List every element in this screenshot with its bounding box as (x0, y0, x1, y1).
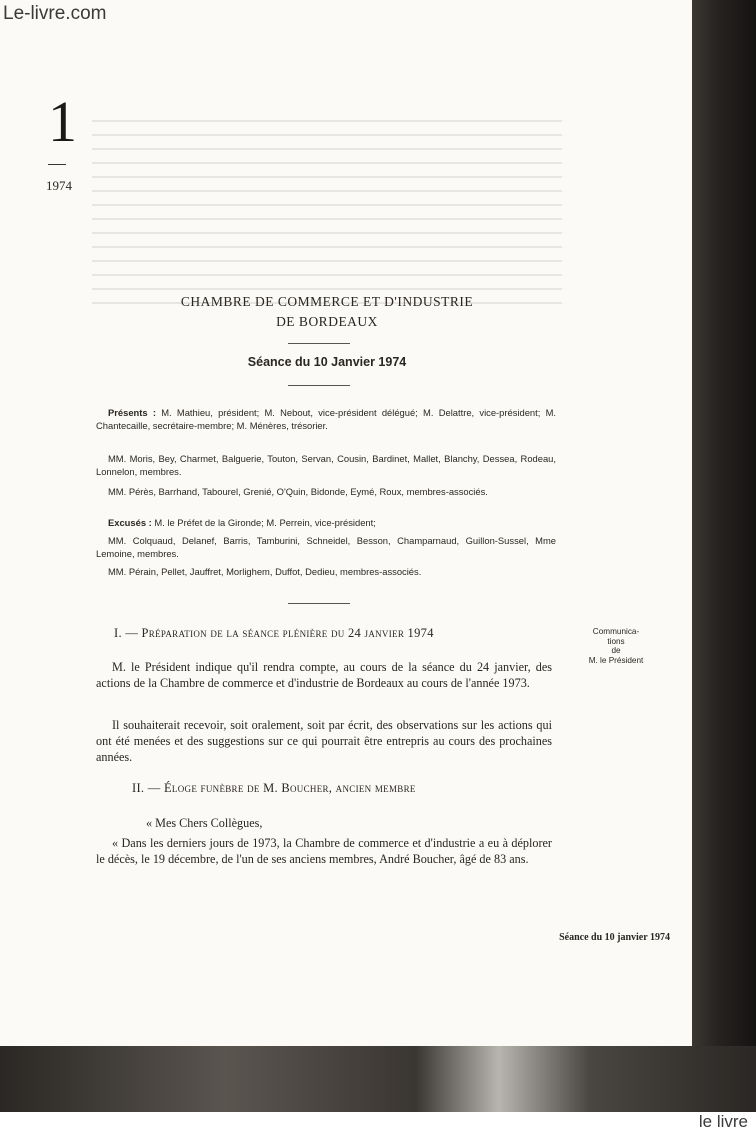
margin-note-line: Communica- (592, 627, 640, 636)
document-year: 1974 (46, 178, 72, 193)
footer-session: Séance du 10 janvier 1974 (559, 932, 670, 943)
margin-note (568, 627, 664, 665)
attendance-excused-members: MM. Colquaud, Delanef, Barris, Tamburini, Schneidel, Besson, Champarnaud, Guillon-Sussel, Mme Lemoine, membres. (96, 535, 556, 559)
paragraph-2: Il souhaiterait recevoir, soit oralement, soit par écrit, des observations sur les actions qui ont été menées et des suggestions sur ce qui pourrait être entrepris au cours des prochaines années. (96, 718, 552, 764)
attendance-excused-associates: MM. Pérain, Pellet, Jauffret, Morlighem, Duffot, Dedieu, membres-associés. (108, 566, 422, 577)
divider (288, 385, 350, 386)
margin-note-line: tions (607, 636, 625, 646)
attendance-presents (96, 406, 556, 432)
session-title: Séance du 10 Janvier 1974 (247, 355, 407, 369)
excused-label: Excusés : (108, 517, 152, 528)
document-number: 1 (48, 89, 77, 154)
number-dash (48, 164, 66, 165)
divider (288, 603, 350, 604)
header-line-1: CHAMBRE DE COMMERCE ET D'INDUSTRIE (180, 294, 474, 309)
paragraph-1: M. le Président indique qu'il rendra compte, au cours de la séance du 24 janvier, des actions de la Chambre de commerce et d'industrie de Bordeaux au cours de l'année 1973. (96, 660, 552, 690)
show-through-text (92, 120, 562, 310)
section-1-title: I. — Préparation de la séance plénière du 24 janvier 1974 (114, 626, 434, 640)
margin-note-line: M. le Président (588, 655, 644, 665)
attendance-excused (96, 516, 556, 529)
attendance-members: MM. Moris, Bey, Charmet, Balguerie, Touton, Servan, Cousin, Bardinet, Mallet, Blanchy, Dessea, Rodeau, Lonnelon, membres. (96, 453, 556, 477)
attendance-associates: MM. Pérès, Barrhand, Tabourel, Grenié, O'Quin, Bidonde, Eymé, Roux, membres-associés. (108, 486, 488, 497)
watermark-bottom: le livre (698, 1112, 748, 1131)
paragraph-4: « Dans les derniers jours de 1973, la Chambre de commerce et d'industrie a eu à déplorer le décès, le 19 décembre, de l'un de ses anciens membres, André Boucher, âgé de 83 ans. (96, 836, 552, 866)
watermark-strip (0, 1112, 756, 1132)
header-line-2: DE BORDEAUX (276, 314, 378, 329)
margin-note-line: de (611, 646, 621, 656)
presents-label: Présents : (108, 407, 156, 418)
presents-text: M. Mathieu, président; M. Nebout, vice-président délégué; M. Delattre, vice-président; M. Chantecaille, secrétaire-membre; M. Ménères, trésorier. (96, 407, 556, 431)
watermark-top: Le-livre.com (3, 3, 107, 24)
excused-text: M. le Préfet de la Gironde; M. Perrein, vice-président; (154, 517, 376, 528)
section-2-title: II. — Éloge funèbre de M. Boucher, ancien membre (132, 781, 416, 795)
divider (288, 343, 350, 344)
paragraph-3: « Mes Chers Collègues, (146, 816, 263, 830)
page-edge-shadow (692, 0, 756, 1046)
